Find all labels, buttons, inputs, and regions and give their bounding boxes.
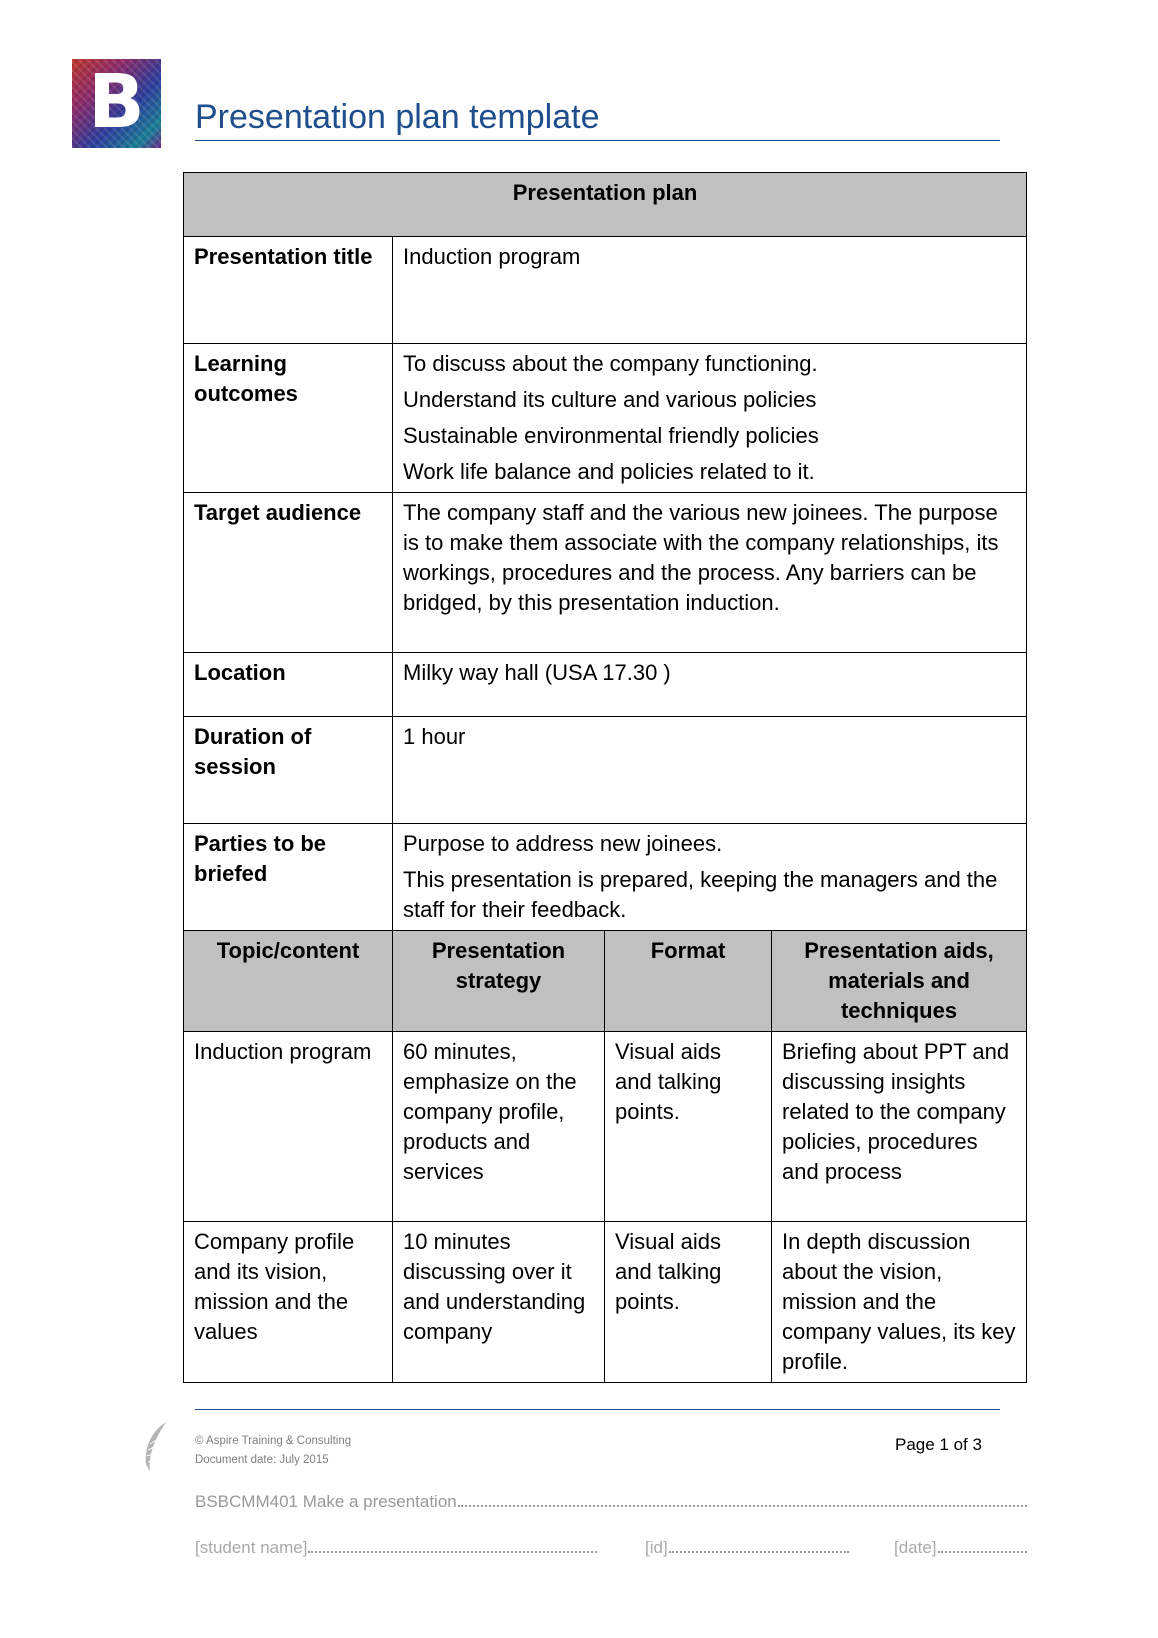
footer-divider <box>195 1409 1000 1410</box>
page-title: Presentation plan template <box>195 98 1000 141</box>
cell-format: Visual aids and talking points. <box>605 1032 772 1222</box>
duration-value <box>393 717 1027 824</box>
logo-letter: B <box>88 58 145 145</box>
table-row <box>184 1222 1027 1383</box>
table-heading: Presentation plan <box>184 173 1027 237</box>
value-line: The company staff and the various new joinees. The purpose is to make them associate with the company relationships, its workings, procedures and the process. Any barriers can be bridged, by this presentation induction. <box>403 500 999 615</box>
student-name-field <box>195 1538 597 1558</box>
cell-strategy: 10 minutes discussing over it and understanding company <box>393 1222 605 1383</box>
document-date: Document date: July 2015 <box>195 1454 329 1466</box>
dotted-leader <box>458 1492 1027 1507</box>
parties-briefed-value <box>393 824 1027 931</box>
row-label-learning-outcomes: Learning outcomes <box>184 344 393 493</box>
learning-outcomes-value <box>393 344 1027 493</box>
row-label-parties-briefed: Parties to be briefed <box>184 824 393 931</box>
table-row <box>184 653 1027 717</box>
dotted-leader <box>669 1538 849 1553</box>
page-number: Page 1 of 3 <box>895 1435 982 1454</box>
value-line: Understand its culture and various policies <box>403 387 817 412</box>
row-label-presentation-title: Presentation title <box>184 237 393 344</box>
cell-aids: Briefing about PPT and discussing insights related to the company policies, procedures and process <box>772 1032 1027 1222</box>
row-label-duration: Duration of session <box>184 717 393 824</box>
cell-topic: Induction program <box>184 1032 393 1222</box>
value-line: Milky way hall (USA 17.30 ) <box>403 660 671 685</box>
cell-aids: In depth discussion about the vision, mission and the company values, its key profile. <box>772 1222 1027 1383</box>
dotted-leader <box>308 1538 597 1553</box>
cell-strategy: 60 minutes, emphasize on the company profile, products and services <box>393 1032 605 1222</box>
column-header-format: Format <box>605 931 772 1032</box>
table-row <box>184 237 1027 344</box>
content-header-row <box>184 931 1027 1032</box>
brand-logo <box>72 59 161 148</box>
row-label-target-audience: Target audience <box>184 493 393 653</box>
footer-copyright-block <box>195 1432 351 1470</box>
table-row <box>184 493 1027 653</box>
student-name-label: [student name] <box>195 1538 308 1557</box>
table-heading-row <box>184 173 1027 237</box>
dotted-leader <box>938 1538 1027 1553</box>
value-line: 1 hour <box>403 724 466 749</box>
table-row <box>184 824 1027 931</box>
value-line: Purpose to address new joinees. <box>403 831 723 856</box>
presentation-plan-table <box>183 172 1027 1383</box>
unit-line <box>195 1492 1027 1512</box>
target-audience-value <box>393 493 1027 653</box>
table-row <box>184 1032 1027 1222</box>
copyright-text: © Aspire Training & Consulting <box>195 1435 352 1447</box>
cell-format: Visual aids and talking points. <box>605 1222 772 1383</box>
column-header-topic: Topic/content <box>184 931 393 1032</box>
value-line: Induction program <box>403 244 581 269</box>
feather-icon <box>140 1420 170 1475</box>
table-row <box>184 344 1027 493</box>
presentation-title-value <box>393 237 1027 344</box>
value-line: This presentation is prepared, keeping the managers and the staff for their feedback. <box>403 867 998 922</box>
unit-title: BSBCMM401 Make a presentation <box>195 1492 457 1511</box>
date-field <box>894 1538 1027 1558</box>
date-label: [date] <box>894 1538 937 1557</box>
location-value <box>393 653 1027 717</box>
row-label-location: Location <box>184 653 393 717</box>
column-header-aids: Presentation aids, materials and techniques <box>772 931 1027 1032</box>
cell-topic: Company profile and its vision, mission and the values <box>184 1222 393 1383</box>
value-line: To discuss about the company functioning. <box>403 351 818 376</box>
value-line: Sustainable environmental friendly policies <box>403 423 819 448</box>
id-label: [id] <box>645 1538 668 1557</box>
value-line: Work life balance and policies related to it. <box>403 459 815 484</box>
column-header-strategy: Presentation strategy <box>393 931 605 1032</box>
table-row <box>184 717 1027 824</box>
id-field <box>645 1538 849 1558</box>
